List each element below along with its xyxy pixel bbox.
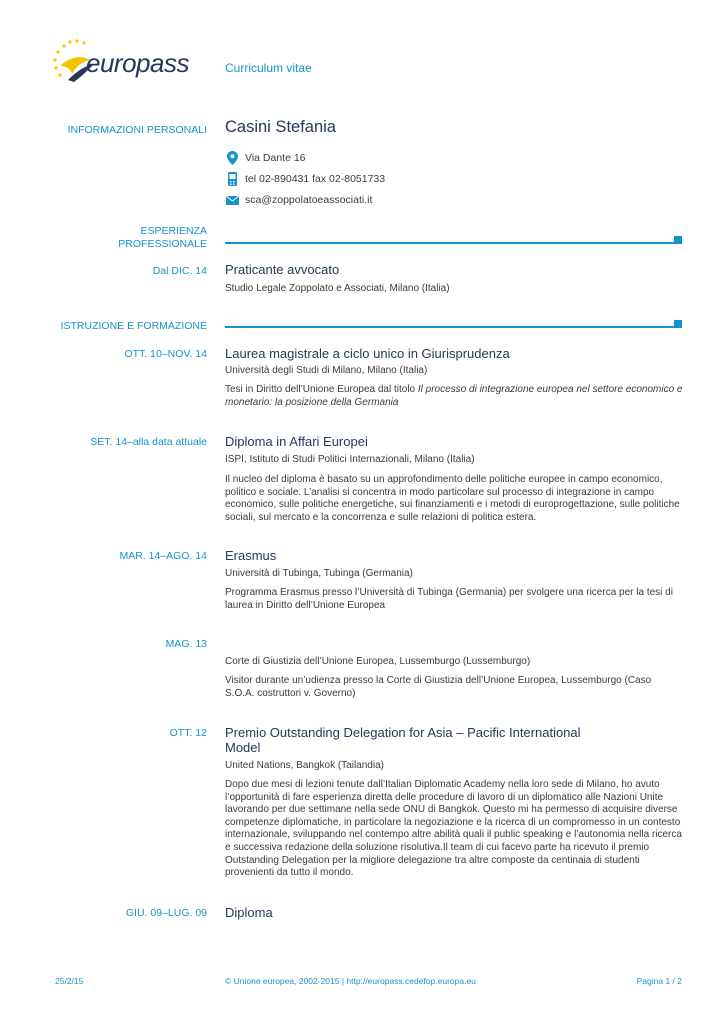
entry-organization: Università degli Studi di Milano, Milano (Italia) bbox=[225, 365, 428, 376]
entry-description: Dopo due mesi di lezioni tenute dall’Italian Diplomatic Academy nella loro sede di Milano, ho avuto l’opportunità di fare esperienza diretta delle procedure di lavoro di un diplomatico alle Nazioni Unite lavorando per due settimane nella sede ONU di Bangkok. Questo mi ha permesso di acquisire diverse competenze diplomatiche, in particolare la negoziazione e la ricerca di un compromesso in un contesto internazionale, sviluppando nel contempo altre abilità quali il public speaking e l’autonomia nella ricerca e successiva redazione della soluzione risolutiva.Il team di cui facevo parte ha ricevuto il premio Outstanding Delegation per la migliore delegazione tra altre composte da centinaia di studenti provenienti da tutto il mondo. bbox=[225, 779, 682, 879]
entry-description: Il nucleo del diploma è basato su un approfondimento delle politiche europee in campo economico, politico e sociale. L’analisi si concentra in modo particolare sul processo di integrazione in campo economico, sulle politiche energetiche, sui finanziamenti e i metodi di europrogettazione, sulle politiche sociali, sul mercato e la concorrenza e sulle relazioni di politica estera. bbox=[225, 474, 680, 523]
entry-title: Praticante avvocato bbox=[225, 262, 340, 277]
footer-page-number: Pagina 1 / 2 bbox=[636, 976, 682, 986]
entry-title: Erasmus bbox=[225, 548, 277, 563]
envelope-icon bbox=[225, 193, 239, 207]
entry-date: OTT. 10–NOV. 14 bbox=[124, 348, 207, 360]
section-divider bbox=[225, 242, 674, 244]
entry-title: Diploma bbox=[225, 905, 273, 920]
person-name: Casini Stefania bbox=[225, 118, 336, 136]
europass-logo bbox=[46, 36, 216, 90]
entry-date: GIU. 09–LUG. 09 bbox=[125, 907, 207, 919]
email-link[interactable]: sca@zoppolatoeassociati.it bbox=[245, 194, 373, 206]
phone-row bbox=[225, 171, 385, 187]
footer-copyright[interactable]: © Unione europea, 2002-2015 | http://europass.cedefop.europa.eu bbox=[225, 976, 476, 986]
phone-icon bbox=[225, 172, 239, 186]
entry-date: Dal DIC. 14 bbox=[152, 265, 207, 277]
description-prefix: Tesi in Diritto dell’Unione Europea dal titolo bbox=[225, 384, 418, 395]
footer-date: 25/2/15 bbox=[55, 976, 84, 986]
section-label-personal: INFORMAZIONI PERSONALI bbox=[67, 124, 207, 136]
entry-date: MAR. 14–AGO. 14 bbox=[119, 550, 207, 562]
entry-date: OTT. 12 bbox=[169, 727, 207, 739]
thesis-title: Il processo di integrazione europea nel settore economico e monetario: la posizione della Germania bbox=[225, 384, 683, 408]
section-divider bbox=[225, 326, 674, 328]
entry-description bbox=[225, 384, 683, 409]
entry-title: Laurea magistrale a ciclo unico in Giurisprudenza bbox=[225, 346, 510, 361]
email-row bbox=[225, 192, 372, 208]
address-text: Via Dante 16 bbox=[245, 152, 306, 164]
entry-organization: Studio Legale Zoppolato e Associati, Milano (Italia) bbox=[225, 283, 450, 294]
entry-description: Visitor durante un’udienza presso la Corte di Giustizia dell’Unione Europea, Lussemburgo (Caso S.O.A. costruttori v. Governo) bbox=[225, 675, 652, 699]
entry-organization: United Nations, Bangkok (Tailandia) bbox=[225, 760, 384, 771]
entry-organization: Corte di Giustizia dell’Unione Europea, Lussemburgo (Lussemburgo) bbox=[225, 656, 531, 667]
logo-text: europass bbox=[86, 48, 189, 78]
entry-title: Premio Outstanding Delegation for Asia – Pacific International Model bbox=[225, 725, 581, 755]
europass-logo-graphic bbox=[46, 36, 216, 90]
entry-title: Diploma in Affari Europei bbox=[225, 434, 368, 449]
entry-description: Programma Erasmus presso l’Università di Tubinga (Germania) per svolgere una ricerca per la tesi di laurea in Diritto dell’Unione Europea bbox=[225, 587, 673, 611]
entry-date: SET. 14–alla data attuale bbox=[90, 436, 207, 448]
document-title: Curriculum vitae bbox=[225, 61, 312, 75]
entry-date: MAG. 13 bbox=[165, 638, 207, 650]
section-divider-square bbox=[674, 236, 682, 244]
section-label-experience-1: ESPERIENZA bbox=[140, 225, 207, 237]
section-divider-square bbox=[674, 320, 682, 328]
entry-organization: ISPI, Istituto di Studi Politici Internazionali, Milano (Italia) bbox=[225, 454, 475, 465]
location-pin-icon bbox=[225, 151, 239, 165]
address-row bbox=[225, 150, 306, 166]
section-label-experience-2: PROFESSIONALE bbox=[118, 238, 207, 250]
entry-organization: Università di Tubinga, Tubinga (Germania) bbox=[225, 568, 413, 579]
phone-text: tel 02-890431 fax 02-8051733 bbox=[245, 173, 386, 185]
section-label-education: ISTRUZIONE E FORMAZIONE bbox=[60, 320, 207, 332]
